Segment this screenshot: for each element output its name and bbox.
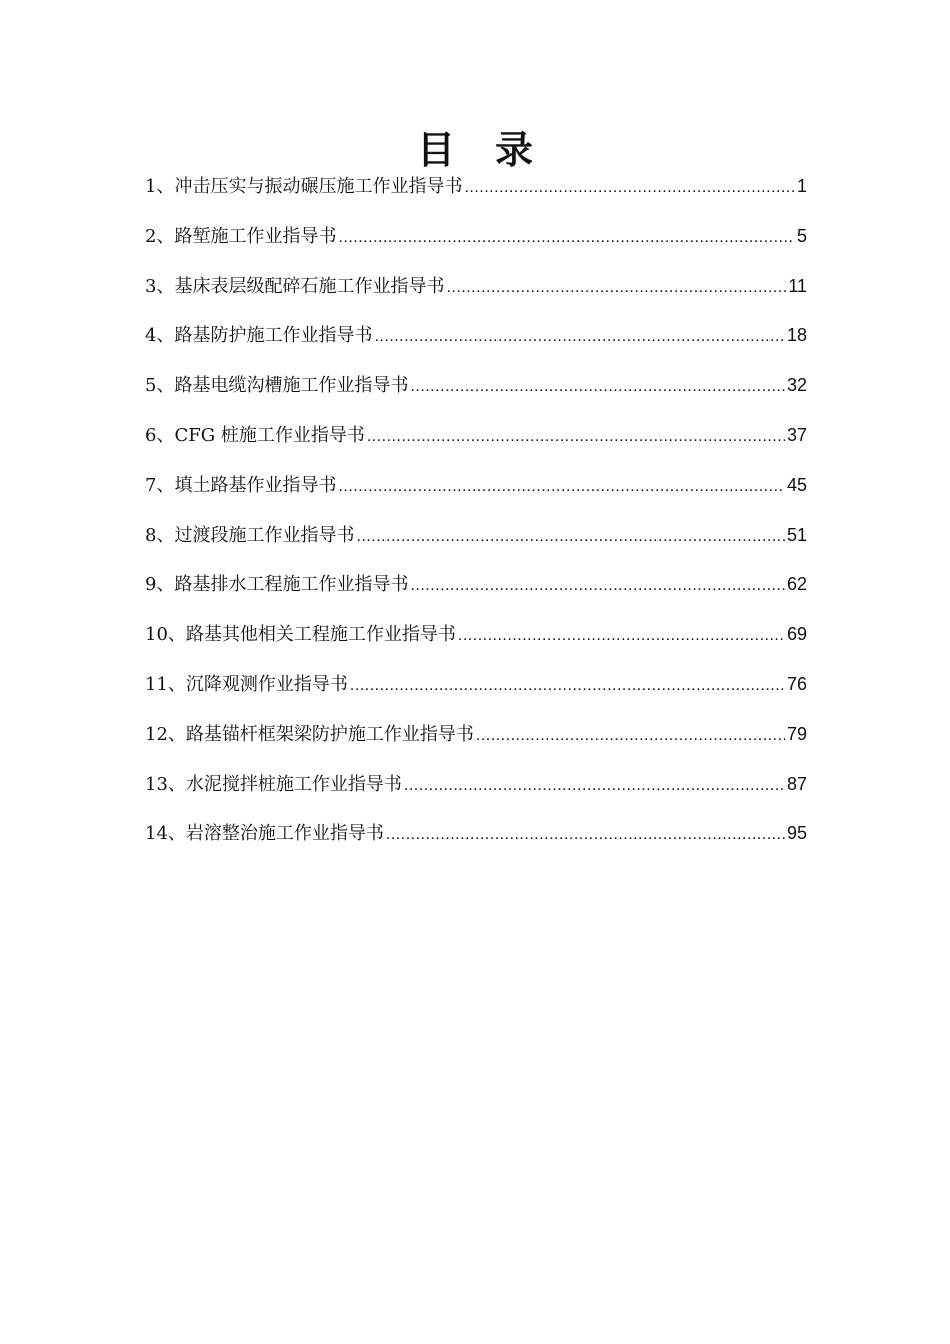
toc-entry-page: 87 [786,773,807,794]
toc-entry[interactable] [145,620,807,670]
toc-entry-text: 10、路基其他相关工程施工作业指导书 [145,624,456,646]
toc-entry-page: 1 [796,176,807,196]
toc-entry-text: 12、路基锚杆框架梁防护施工作业指导书 [145,723,474,745]
dot-leader [338,224,795,252]
toc-entry-page: 76 [786,673,807,694]
toc-list [145,172,807,869]
dot-leader [464,174,795,202]
toc-entry-page: 32 [786,375,807,396]
toc-entry-page: 11 [788,275,807,296]
dot-leader [367,423,785,451]
dot-leader [410,572,785,600]
toc-title: 目录 [416,127,573,172]
toc-entry-page: 62 [786,574,807,595]
toc-entry[interactable] [145,471,807,521]
toc-entry-page: 51 [786,524,807,545]
toc-entry-text: 4、路基防护施工作业指导书 [145,325,373,347]
toc-entry-page: 18 [786,325,807,346]
toc-entry-page: 69 [786,624,807,645]
dot-leader [338,473,785,501]
toc-entry-text: 14、岩溶整治施工作业指导书 [145,823,384,845]
toc-entry[interactable] [145,371,807,421]
toc-entry[interactable] [145,272,807,322]
toc-entry[interactable] [145,670,807,720]
toc-entry[interactable] [145,720,807,770]
dot-leader [458,622,785,650]
toc-entry[interactable] [145,421,807,471]
dot-leader [476,722,785,750]
toc-entry-text: 8、过渡段施工作业指导书 [145,524,355,546]
toc-entry[interactable] [145,770,807,820]
toc-entry[interactable] [145,321,807,371]
dot-leader [374,323,785,351]
toc-entry-text: 13、水泥搅拌桩施工作业指导书 [145,773,402,795]
toc-entry-page: 95 [786,823,807,844]
toc-entry-text: 5、路基电缆沟槽施工作业指导书 [145,375,409,397]
toc-entry[interactable] [145,222,807,272]
toc-entry[interactable] [145,570,807,620]
toc-entry-page: 5 [796,225,807,246]
dot-leader [356,523,785,551]
dot-leader [386,821,785,849]
toc-entry[interactable] [145,819,807,869]
dot-leader [410,373,785,401]
toc-entry[interactable] [145,172,807,222]
toc-entry-text: 3、基床表层级配碎石施工作业指导书 [145,275,445,297]
toc-entry-text: 2、路堑施工作业指导书 [145,225,337,247]
dot-leader [404,772,785,800]
toc-entry-page: 45 [786,474,807,495]
toc-entry-text: 7、填土路基作业指导书 [145,474,337,496]
dot-leader [446,274,786,302]
toc-entry[interactable] [145,521,807,571]
toc-entry-text: 6、CFG 桩施工作业指导书 [145,424,365,446]
toc-entry-page: 79 [786,723,807,744]
toc-entry-text: 1、冲击压实与振动碾压施工作业指导书 [145,176,463,197]
dot-leader [350,672,785,700]
toc-entry-page: 37 [786,424,807,445]
toc-entry-text: 9、路基排水工程施工作业指导书 [145,574,409,596]
toc-entry-text: 11、沉降观测作业指导书 [145,673,348,695]
